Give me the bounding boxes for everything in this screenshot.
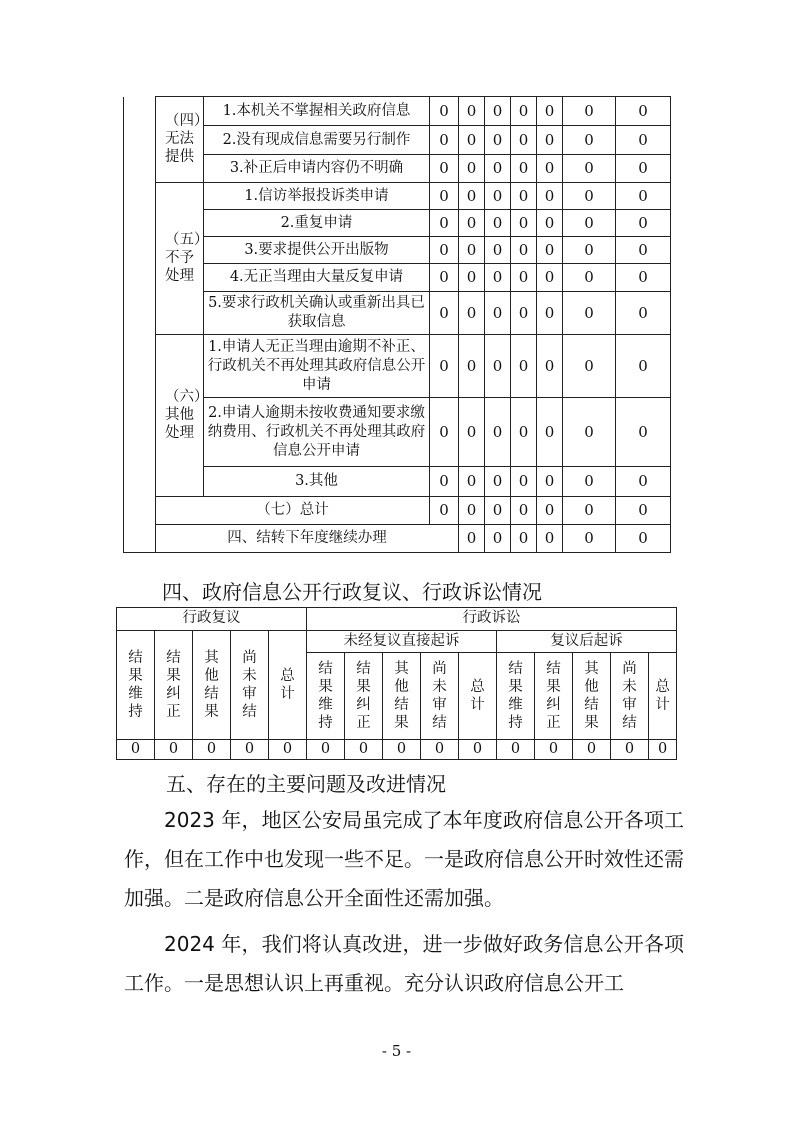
row-value: 0 bbox=[485, 264, 511, 292]
carry-over-row bbox=[124, 525, 671, 553]
table-row bbox=[124, 398, 671, 467]
page-number: - 5 - bbox=[381, 1042, 412, 1060]
paragraph-2023: 2023 年，地区公安局虽完成了本年度政府信息公开各项工作，但在工作中也发现一些不足。一是政府信息公开时效性还需加强。二是政府信息公开全面性还需加强。 bbox=[124, 808, 684, 910]
row-label: 2.重复申请 bbox=[204, 210, 430, 237]
table-row bbox=[124, 97, 671, 126]
after-value: 0 bbox=[611, 740, 649, 760]
row-value: 0 bbox=[430, 126, 459, 155]
table-row bbox=[124, 467, 671, 497]
application-outcome-table bbox=[123, 96, 671, 553]
after-col-2: 其他结果 bbox=[573, 653, 611, 740]
review-col-0: 结果维持 bbox=[117, 631, 155, 740]
row-value: 0 bbox=[616, 237, 671, 264]
direct-col-2: 其他结果 bbox=[383, 653, 421, 740]
row-value: 0 bbox=[459, 237, 485, 264]
after-col-3: 尚未审结 bbox=[611, 653, 649, 740]
total-value: 0 bbox=[511, 497, 537, 525]
row-label: 5.要求行政机关确认或重新出具已获取信息 bbox=[204, 292, 430, 335]
section-5-heading: 五、存在的主要问题及改进情况 bbox=[166, 772, 446, 796]
row-label: 3.其他 bbox=[204, 467, 430, 497]
row-value: 0 bbox=[616, 97, 671, 126]
row-value: 0 bbox=[511, 183, 537, 210]
litigation-header: 行政诉讼 bbox=[307, 608, 677, 631]
review-value: 0 bbox=[155, 740, 193, 760]
after-value: 0 bbox=[535, 740, 573, 760]
row-value: 0 bbox=[616, 292, 671, 335]
row-value: 0 bbox=[485, 398, 511, 467]
review-value: 0 bbox=[231, 740, 269, 760]
row-value: 0 bbox=[511, 126, 537, 155]
carry-over-value: 0 bbox=[537, 525, 563, 553]
row-value: 0 bbox=[459, 264, 485, 292]
total-value: 0 bbox=[459, 497, 485, 525]
table-row bbox=[124, 292, 671, 335]
carry-over-label: 四、结转下年度继续办理 bbox=[156, 525, 459, 553]
after-col-0: 结果维持 bbox=[497, 653, 535, 740]
row-value: 0 bbox=[563, 398, 616, 467]
row-label: 1.本机关不掌握相关政府信息 bbox=[204, 97, 430, 126]
table-row bbox=[124, 155, 671, 183]
carry-over-value: 0 bbox=[459, 525, 485, 553]
carry-over-value: 0 bbox=[511, 525, 537, 553]
row-label: 2.申请人逾期未按收费通知要求缴纳费用、行政机关不再处理其政府信息公开申请 bbox=[204, 398, 430, 467]
row-value: 0 bbox=[563, 126, 616, 155]
row-value: 0 bbox=[616, 398, 671, 467]
row-value: 0 bbox=[430, 292, 459, 335]
row-label: 1.申请人无正当理由逾期不补正、行政机关不再处理其政府信息公开申请 bbox=[204, 335, 430, 398]
row-value: 0 bbox=[459, 155, 485, 183]
row-value: 0 bbox=[430, 335, 459, 398]
row-value: 0 bbox=[511, 335, 537, 398]
total-value: 0 bbox=[563, 497, 616, 525]
table-row bbox=[124, 335, 671, 398]
direct-col-0: 结果维持 bbox=[307, 653, 345, 740]
row-value: 0 bbox=[563, 183, 616, 210]
total-value: 0 bbox=[430, 497, 459, 525]
review-value: 0 bbox=[269, 740, 307, 760]
row-value: 0 bbox=[537, 155, 563, 183]
row-value: 0 bbox=[459, 335, 485, 398]
row-value: 0 bbox=[537, 126, 563, 155]
row-value: 0 bbox=[430, 237, 459, 264]
review-col-2: 其他结果 bbox=[193, 631, 231, 740]
row-value: 0 bbox=[459, 467, 485, 497]
row-value: 0 bbox=[616, 467, 671, 497]
row-value: 0 bbox=[563, 467, 616, 497]
direct-value: 0 bbox=[307, 740, 345, 760]
row-value: 0 bbox=[511, 264, 537, 292]
row-label: 3.补正后申请内容仍不明确 bbox=[204, 155, 430, 183]
row-value: 0 bbox=[537, 335, 563, 398]
after-review-suit-header: 复议后起诉 bbox=[497, 631, 677, 653]
total-value: 0 bbox=[616, 497, 671, 525]
row-value: 0 bbox=[430, 398, 459, 467]
row-value: 0 bbox=[537, 398, 563, 467]
total-row bbox=[124, 497, 671, 525]
group-label: （四）无法提供 bbox=[156, 97, 204, 183]
row-value: 0 bbox=[430, 264, 459, 292]
row-value: 0 bbox=[616, 335, 671, 398]
row-label: 1.信访举报投诉类申请 bbox=[204, 183, 430, 210]
row-value: 0 bbox=[430, 183, 459, 210]
row-value: 0 bbox=[511, 398, 537, 467]
row-value: 0 bbox=[563, 335, 616, 398]
row-value: 0 bbox=[459, 126, 485, 155]
review-col-3: 尚未审结 bbox=[231, 631, 269, 740]
row-value: 0 bbox=[616, 210, 671, 237]
after-value: 0 bbox=[649, 740, 677, 760]
table-row bbox=[124, 264, 671, 292]
row-value: 0 bbox=[430, 155, 459, 183]
total-value: 0 bbox=[485, 497, 511, 525]
row-label: 4.无正当理由大量反复申请 bbox=[204, 264, 430, 292]
row-value: 0 bbox=[563, 237, 616, 264]
row-value: 0 bbox=[459, 292, 485, 335]
row-value: 0 bbox=[563, 155, 616, 183]
row-value: 0 bbox=[430, 210, 459, 237]
direct-col-1: 结果纠正 bbox=[345, 653, 383, 740]
row-value: 0 bbox=[616, 126, 671, 155]
carry-over-value: 0 bbox=[563, 525, 616, 553]
total-label: （七）总计 bbox=[156, 497, 430, 525]
direct-value: 0 bbox=[383, 740, 421, 760]
row-value: 0 bbox=[459, 97, 485, 126]
section-4-heading: 四、政府信息公开行政复议、行政诉讼情况 bbox=[162, 580, 542, 604]
row-value: 0 bbox=[511, 97, 537, 126]
direct-col-3: 尚未审结 bbox=[421, 653, 459, 740]
row-value: 0 bbox=[485, 126, 511, 155]
row-label: 2.没有现成信息需要另行制作 bbox=[204, 126, 430, 155]
direct-value: 0 bbox=[459, 740, 497, 760]
row-value: 0 bbox=[616, 155, 671, 183]
row-value: 0 bbox=[563, 210, 616, 237]
direct-value: 0 bbox=[345, 740, 383, 760]
row-value: 0 bbox=[459, 398, 485, 467]
row-value: 0 bbox=[430, 467, 459, 497]
direct-col-4: 总计 bbox=[459, 653, 497, 740]
table-row bbox=[124, 183, 671, 210]
carry-over-value: 0 bbox=[485, 525, 511, 553]
row-value: 0 bbox=[485, 292, 511, 335]
row-value: 0 bbox=[485, 210, 511, 237]
row-value: 0 bbox=[563, 97, 616, 126]
after-col-1: 结果纠正 bbox=[535, 653, 573, 740]
total-value: 0 bbox=[537, 497, 563, 525]
review-col-1: 结果纠正 bbox=[155, 631, 193, 740]
after-col-4: 总计 bbox=[649, 653, 677, 740]
row-value: 0 bbox=[485, 97, 511, 126]
review-col-4: 总计 bbox=[269, 631, 307, 740]
row-value: 0 bbox=[485, 155, 511, 183]
row-value: 0 bbox=[537, 467, 563, 497]
row-value: 0 bbox=[511, 237, 537, 264]
row-value: 0 bbox=[511, 210, 537, 237]
group-label: （六）其他处理 bbox=[156, 335, 204, 497]
group-label: （五）不予处理 bbox=[156, 183, 204, 335]
row-label: 3.要求提供公开出版物 bbox=[204, 237, 430, 264]
row-value: 0 bbox=[537, 183, 563, 210]
after-value: 0 bbox=[573, 740, 611, 760]
direct-suit-header: 未经复议直接起诉 bbox=[307, 631, 497, 653]
row-value: 0 bbox=[485, 183, 511, 210]
direct-value: 0 bbox=[421, 740, 459, 760]
row-value: 0 bbox=[537, 264, 563, 292]
row-value: 0 bbox=[459, 210, 485, 237]
row-value: 0 bbox=[616, 264, 671, 292]
review-litigation-table bbox=[116, 607, 677, 760]
row-value: 0 bbox=[537, 97, 563, 126]
review-value: 0 bbox=[117, 740, 155, 760]
row-value: 0 bbox=[485, 237, 511, 264]
row-value: 0 bbox=[511, 155, 537, 183]
row-value: 0 bbox=[511, 292, 537, 335]
row-value: 0 bbox=[459, 183, 485, 210]
paragraph-2024: 2024 年，我们将认真改进，进一步做好政务信息公开各项工作。一是思想认识上再重视。充分认识政府信息公开工 bbox=[124, 932, 684, 995]
table-row bbox=[124, 126, 671, 155]
outer-label-cell bbox=[124, 97, 156, 553]
row-value: 0 bbox=[511, 467, 537, 497]
row-value: 0 bbox=[537, 210, 563, 237]
row-value: 0 bbox=[537, 292, 563, 335]
after-value: 0 bbox=[497, 740, 535, 760]
row-value: 0 bbox=[563, 292, 616, 335]
carry-over-value: 0 bbox=[616, 525, 671, 553]
review-value: 0 bbox=[193, 740, 231, 760]
row-value: 0 bbox=[563, 264, 616, 292]
review-header: 行政复议 bbox=[117, 608, 307, 631]
row-value: 0 bbox=[430, 97, 459, 126]
row-value: 0 bbox=[537, 237, 563, 264]
row-value: 0 bbox=[485, 467, 511, 497]
row-value: 0 bbox=[485, 335, 511, 398]
row-value: 0 bbox=[616, 183, 671, 210]
